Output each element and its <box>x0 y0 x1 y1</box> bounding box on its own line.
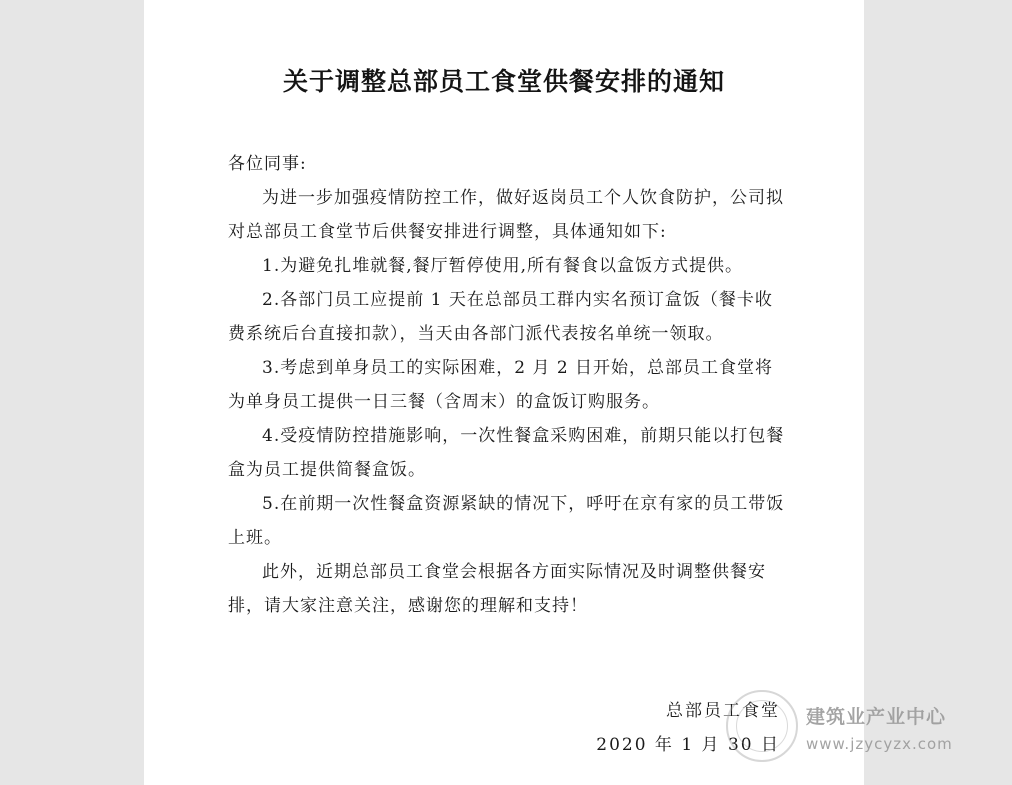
document-page <box>144 0 864 785</box>
notice-title: 关于调整总部员工食堂供餐安排的通知 <box>282 67 725 96</box>
closing-paragraph: 此外，近期总部员工食堂会根据各方面实际情况及时调整供餐安排，请大家注意关注，感谢您的理解和支持！ <box>228 562 766 616</box>
watermark-name: 建筑业产业中心 <box>806 706 947 728</box>
salutation: 各位同事: <box>228 154 307 174</box>
signature-block <box>144 694 780 762</box>
watermark-url: www.jzycyzx.com <box>806 735 953 753</box>
signature-name: 总部员工食堂 <box>666 701 780 721</box>
seal-logo-icon <box>726 690 798 762</box>
item-4: 4.受疫情防控措施影响，一次性餐盒采购困难，前期只能以打包餐盒为员工提供简餐盒饭。 <box>228 426 785 480</box>
intro-paragraph: 为进一步加强疫情防控工作，做好返岗员工个人饮食防护，公司拟对总部员工食堂节后供餐安排进行调整，具体通知如下: <box>228 188 784 242</box>
signature-date: 2020 年 1 月 30 日 <box>596 735 780 755</box>
item-1: 1.为避免扎堆就餐,餐厅暂停使用,所有餐食以盒饭方式提供。 <box>262 256 744 276</box>
item-3: 3.考虑到单身员工的实际困难，2 月 2 日开始，总部员工食堂将为单身员工提供一日三餐（含周末）的盒饭订购服务。 <box>228 358 774 412</box>
notice-body <box>228 147 786 623</box>
item-2: 2.各部门员工应提前 1 天在总部员工群内实名预订盒饭（餐卡收费系统后台直接扣款），当天由各部门派代表按名单统一领取。 <box>228 290 773 344</box>
watermark <box>806 702 953 753</box>
item-5: 5.在前期一次性餐盒资源紧缺的情况下，呼吁在京有家的员工带饭上班。 <box>228 494 785 548</box>
